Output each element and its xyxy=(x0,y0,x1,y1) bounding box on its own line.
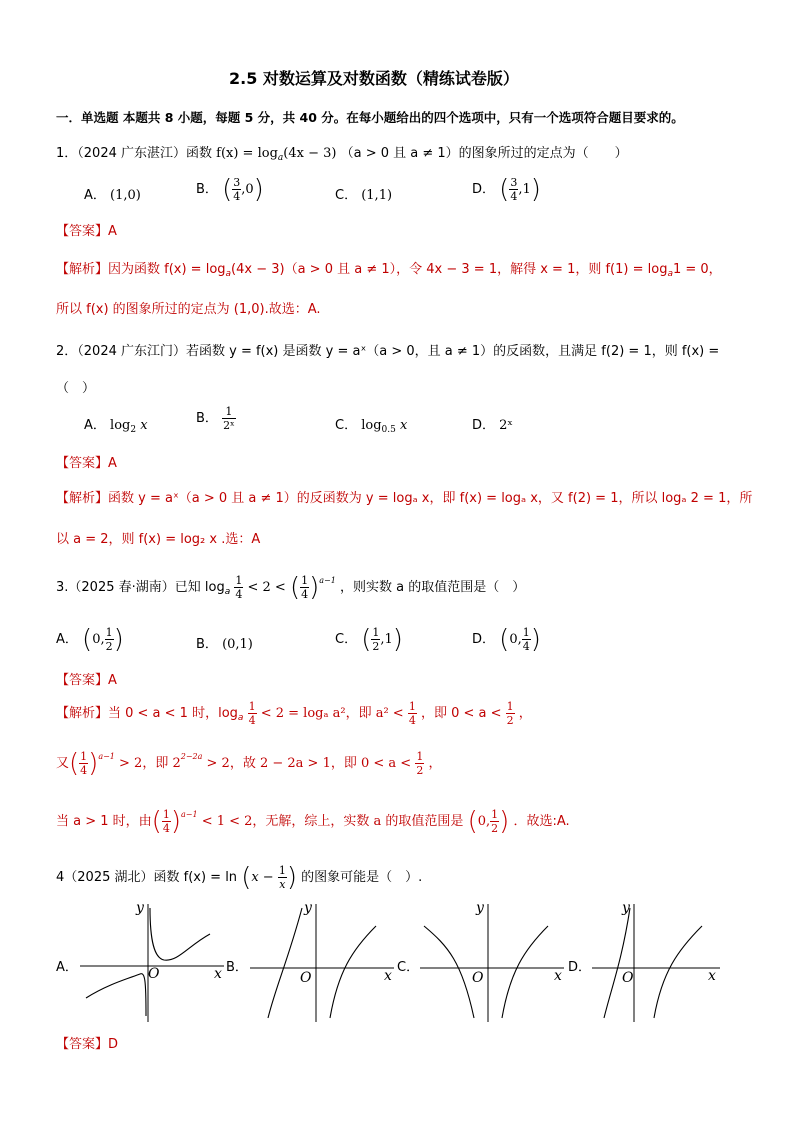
y-axis-label: y xyxy=(476,900,484,916)
q3-analysis-line1: 【解析】当 0 < a < 1 时，$\log_a$ $\frac{1}{4}$ < 2 = logₐ a²，即 a² < $\frac{1}{4}$ ，即 0 < a < $\frac{1}{2}$ ， xyxy=(56,700,532,727)
q4-option-c-graph[interactable] xyxy=(418,900,568,1024)
question-1-stem: 1．（2024 广东湛江）函数 $f(x) = \log_a(4x - 3) (a > 0$ 且 a ≠ 1）的图象所过的定点为（ ） xyxy=(56,146,628,163)
question-2-stem-line2: （ ） xyxy=(56,381,96,396)
q4-answer: 【答案】D xyxy=(56,1037,119,1052)
origin-label: O xyxy=(472,970,484,986)
q2-analysis-line2: 以 a = 2，则 f(x) = log₂ x .选：A xyxy=(56,532,261,547)
q3-option-d[interactable]: D． (0, $\frac{1}{4}$ ) xyxy=(472,624,541,655)
q4-option-b-graph[interactable] xyxy=(248,900,398,1024)
x-axis-label: x xyxy=(214,966,222,982)
x-axis-label: x xyxy=(708,968,716,984)
q3-answer: 【答案】A xyxy=(56,673,117,688)
question-2-stem: 2．（2024 广东江门）若函数 y = f(x) 是函数 y = aˣ（a > 0，且 a ≠ 1）的反函数，且满足 f(2) = 1，则 f(x) = xyxy=(56,344,720,359)
q3-option-b[interactable]: B． (0,1) xyxy=(196,637,253,652)
y-axis-label: y xyxy=(136,900,144,916)
q3-analysis-line2: 又( $\frac{1}{4}$ )$^{a-1}$ > 2，即 $2^{2-2a} > 2$，故 2 − 2a > 1，即 0 < a < $\frac{1}{2}$ ， xyxy=(56,748,442,779)
q1-option-b[interactable]: B． ( $\frac{3}{4}$ ,0) xyxy=(196,174,264,205)
question-4-stem: 4（2025 湖北）函数 f(x) = ln (x − $\frac{1}{x}$ ) 的图象可能是（ ）. xyxy=(56,862,423,893)
x-axis-label: x xyxy=(554,968,562,984)
q2-option-b[interactable]: B． $\frac{1}{\text{2ˣ}}$ xyxy=(196,405,235,432)
q1-analysis-line2: 所以 f(x) 的图象所过的定点为 (1,0).故选：A. xyxy=(56,302,321,317)
q1-option-a[interactable]: A． (1,0) xyxy=(84,188,141,203)
q4-option-b-label[interactable]: B． xyxy=(226,960,248,975)
y-axis-label: y xyxy=(304,900,312,916)
origin-label: O xyxy=(300,970,312,986)
section-heading: 一．单选题 本题共 8 小题，每题 5 分，共 40 分。在每小题给出的四个选项中，只有一个选项符合题目要求的。 xyxy=(56,110,684,125)
origin-label: O xyxy=(622,970,634,986)
y-axis-label: y xyxy=(622,900,630,916)
q2-option-a[interactable]: A． $\log_2 x$ xyxy=(84,418,148,435)
x-axis-label: x xyxy=(384,968,392,984)
q3-analysis-line3: 当 a > 1 时，由( $\frac{1}{4}$ )$^{a-1}$ < 1 < 2，无解，综上，实数 a 的取值范围是 (0, $\frac{1}{2}$ ) ．故选:A. xyxy=(56,806,570,837)
q3-option-c[interactable]: C． ( $\frac{1}{2}$ ,1) xyxy=(335,624,403,655)
q2-option-c[interactable]: C． $\log_{0.5} x$ xyxy=(335,418,408,435)
q1-option-d[interactable]: D． ( $\frac{3}{4}$ ,1) xyxy=(472,174,541,205)
q2-answer: 【答案】A xyxy=(56,456,117,471)
q4-option-a-graph[interactable] xyxy=(78,900,228,1024)
q4-option-d-label[interactable]: D． xyxy=(568,960,592,975)
q1-analysis-line1: 【解析】因为函数 $f(x) = \log_a(4x - 3)(a > 0$ 且 a ≠ 1），令 4x − 3 = 1，解得 x = 1，则 $f(1) = \log_a1 = 0$， xyxy=(56,262,722,279)
q1-option-c[interactable]: C． (1,1) xyxy=(335,188,393,203)
q1-answer: 【答案】A xyxy=(56,224,117,239)
q4-option-c-label[interactable]: C． xyxy=(397,960,420,975)
question-3-stem: 3.（2025 春·湖南）已知 $\log_a$ $\frac{1}{4}$ < 2 < ( $\frac{1}{4}$ )$^{a-1}$ ，则实数 a 的取值范围是（ ） xyxy=(56,572,526,603)
q2-option-d[interactable]: D． 2ˣ xyxy=(472,418,513,433)
q2-analysis-line1: 【解析】函数 y = aˣ（a > 0 且 a ≠ 1）的反函数为 y = logₐ x，即 f(x) = logₐ x，又 f(2) = 1，所以 logₐ 2 = 1，所 xyxy=(56,491,753,506)
origin-label: O xyxy=(148,966,160,982)
q4-option-d-graph[interactable] xyxy=(590,900,724,1024)
q4-option-a-label[interactable]: A． xyxy=(56,960,78,975)
page-title: 2.5 对数运算及对数函数（精练试卷版） xyxy=(229,69,519,88)
q3-option-a[interactable]: A． (0, $\frac{1}{2}$ ) xyxy=(56,624,124,655)
